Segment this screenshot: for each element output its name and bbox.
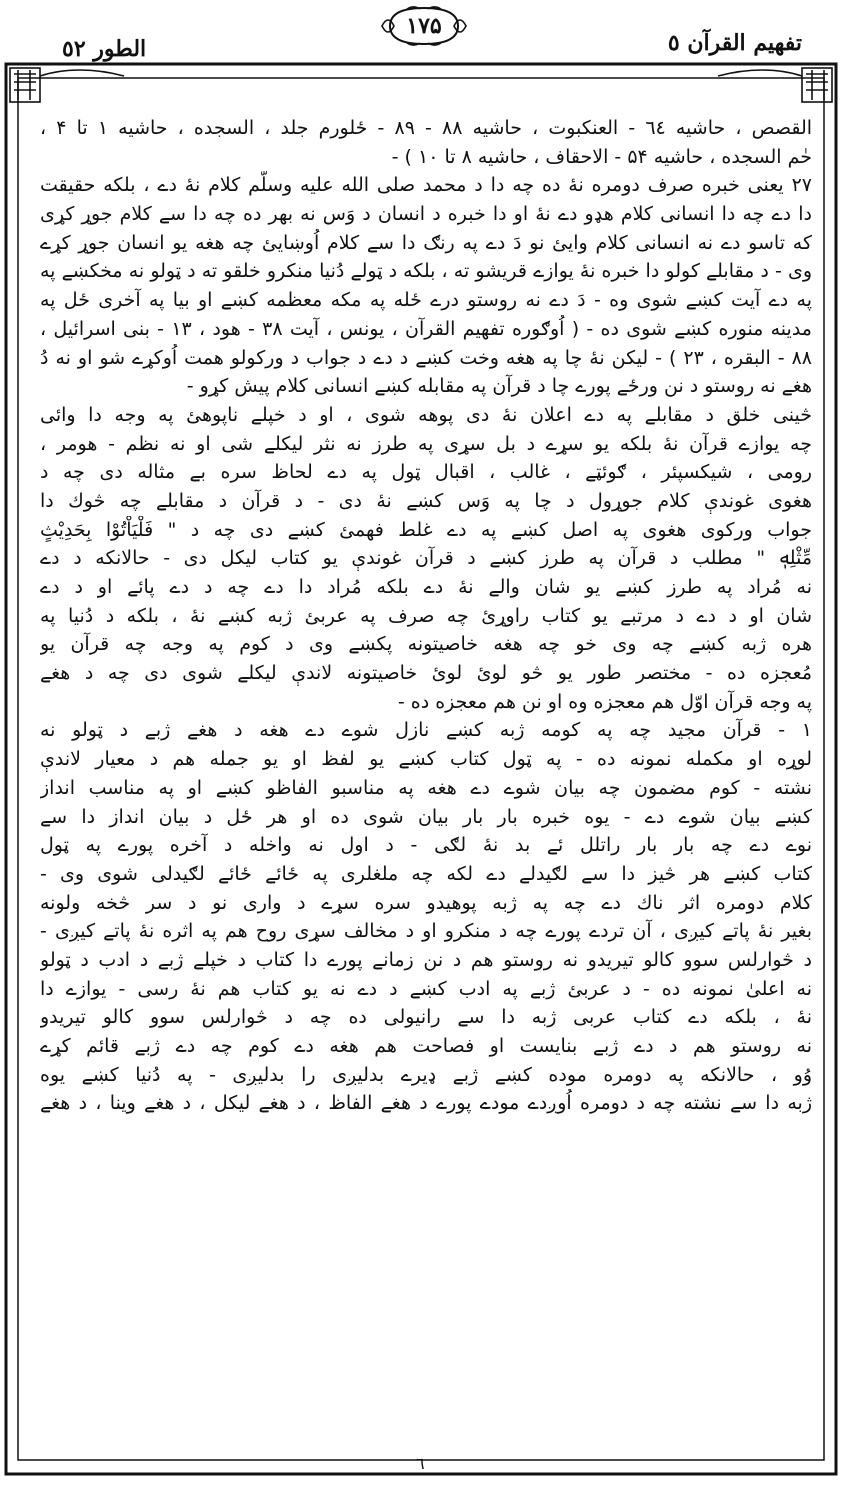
text-line: وُو ، حالانكه په دومره موده كښے ژبے ډيرے بدليږى را بدليږى - په دُنيا كښے يوه: [40, 1063, 812, 1086]
text-line: نه مُراد په طرز كښے يو شان والے نۀ دے بلكه مُراد دا دے چه د دے پائے او د دے: [40, 576, 812, 598]
text-line: څينى خلق د مقابلے په دے اعلان نۀ دى پوهه شوى ، او د خپلے ناپوهئ په وجه دا وائى: [40, 403, 812, 426]
text-line: كښے بيان شوے دے - يوه خبره بار بار بيان شوى ده او هر ځل د بيان انداز دا سے: [40, 805, 812, 828]
text-line: جواب وركوى هغوى په اصل كښے په دے غلط فهمئ كښے دى چه د " فَلْيَاْتُوْا بِحَدِيْثٍ: [40, 518, 812, 541]
text-line: رومى ، شيكسپئر ، ګوئټے ، غالب ، اقبال ټول په دے لحاظ سره بے مثاله دى چه د: [40, 461, 812, 484]
text-line: القصص ، حاشيه ٦٤ - العنكبوت ، حاشيه ۸۸ - ۸۹ - ځلورم جلد ، السجده ، حاشيه ۱ تا ۴ ،: [40, 117, 812, 139]
page-body-text: [40, 114, 812, 1464]
text-line: كلام دومره اثر ناك دے چه په ژبه پوهيدو سره سړے د وارى نو د سر څخه ولونه: [40, 891, 812, 914]
text-line: نوے دے چه بار بار راتلل ئے بد نۀ لګى - د اول نه واخله د آخره پورے په ټول: [40, 834, 812, 857]
text-line: مدينه منوره كښے شوى ده - ( اُوګوره تفهيم القرآن ، يونس ، آيت ۳۸ - هود ، ۱۳ - بنى اسرائيل ،: [40, 317, 812, 340]
text-line: نشته - كوم مضمون چه بيان شوے دے هغه په مناسبو الفاظو كښے او په مناسب انداز: [40, 776, 812, 799]
text-line: هغوى غوندې كلام جوړول د چا په وَس كښے نۀ دى - د قرآن د مقابلے چه څوك دا: [40, 489, 812, 512]
text-line: ژبه دا سے نشته چه د دومره اُوږدے مودے پورے د هغے الفاظ ، د هغے ليكل ، د هغے وينا ، د هغے: [40, 1092, 812, 1115]
text-line: مِّثْلِهٖ " مطلب د قرآن په طرز كښے د قرآن غوندې يو كتاب ليكل دى - حالانكه د دے: [40, 547, 812, 570]
page-header: [0, 0, 848, 64]
text-line: حٰم السجده ، حاشيه ۵۴ - الاحقاف ، حاشيه ۸ تا ۱۰ ) -: [391, 145, 812, 168]
text-line: لوړه او مكمله نمونه ده - په ټول كتاب كښے يو لفظ او يو جمله هم د معيار لاندې: [40, 748, 812, 771]
text-line: دا دے چه دا انسانى كلام هډو دے نۀ او دا خبره د انسان د وَس نه بهر ده چه دا سے كلام جوړ كړى: [40, 203, 812, 226]
text-line: هغے نه روستو د نن ورځے پورے چا د قرآن په مقابله كښے انسانى كلام پيش كړو -: [186, 375, 812, 398]
text-line: ۱ - قرآن مجيد چه په كومه ژبه كښے نازل شوے دے هغه د هغے ژبے د ټولو نه: [40, 719, 812, 742]
text-line: چه يوازے قرآن نۀ بلكه يو سړے د بل سړى په طرز نه نثر ليكلے شى او نه نظم - هومر ،: [40, 432, 812, 455]
footnote-27-line: ۲۷ يعنى خبره صرف دومره نۀ ده چه دا د محمد صلى الله عليه وسلّم كلام نۀ دے ، بلكه حقيقت: [40, 174, 812, 197]
book-title: تفهيم القرآن ٥: [667, 30, 802, 56]
page-number-badge: [376, 4, 472, 48]
text-line: نۀ ، بلكه دے كتاب عربى ژبه دا سے رانيولى ده چه د څوارلس سوو كالو تيريدو: [40, 1006, 812, 1029]
text-line: وى - د مقابلے كولو دا خبره نۀ يوازے قريشو ته ، بلكه د ټولے دُنيا منكرو خلقو ته د ټولو نه مخكښے په: [40, 260, 812, 283]
text-line: په وجه قرآن اوّل هم معجزه وه او نن هم معجزه ده -: [397, 690, 812, 713]
text-line: كه تاسو دے نه انسانى كلام وايئ نو دَ دے په رنګ دا سے كلام اُوښايئ چه هغه يو انسان جوړ كړے: [40, 231, 812, 254]
text-line: په دے آيت كښے شوى وه - دَ دے نه روستو درے ځله په مكه معظمه كښے او بيا په آخرى ځل په: [40, 289, 812, 312]
text-line: هره ژبه كښے چه وى خو چه هغه خاصيتونه پكښے وى د كوم په وجه چه قرآن يو: [40, 633, 812, 656]
text-line: مُعجزه ده - مختصر طور يو څو لوئ لوئ خاصيتونه لاندې ليكلے شوى دى چه د هغے: [40, 662, 812, 685]
text-line: شان او د دے د مرتبے يو كتاب راوړئ چه صرف په عربئ ژبه كښے نۀ ، بلكه د دُنيا په: [40, 604, 812, 627]
text-line: نه اعلىٰ نمونه ده - د عربئ ژبے په ادب كښے د دے نه يو كتاب هم نۀ رسى - يوازے دا: [40, 977, 812, 1000]
text-line: بغير نۀ پاتے كيږى ، آن تردے پورے چه د منكرو او د مخالف سړى روح هم په اثره نۀ پاتے كيږى -: [40, 920, 812, 943]
text-line: د څوارلس سوو كالو تيريدو نه روستو هم د نن زمانے پورے دا كتاب د خپلے ژبے د ادب د ټولو: [40, 948, 812, 971]
text-line: كتاب كښے هر څيز دا سے لګيدلے دے لكه چه ملغلرى په ځائے ځائے لګيدلى شوى وى -: [40, 862, 812, 885]
surah-reference: الطور ٥٢: [62, 36, 147, 62]
text-line: نه روستو هم د دے ژبے بنايست او فصاحت هم هغه دے كوم چه دے ژبے قائم كړے: [40, 1035, 812, 1057]
footer-mark: ٦: [416, 1454, 425, 1473]
page-number: ۱۷۵: [406, 13, 442, 39]
text-line: ۸۸ - البقره ، ۲۳ ) - ليكن نۀ چا په هغه وخت كښے د دے د جواب د وركولو همت اُوكړے شو او نه دُ: [40, 346, 812, 369]
